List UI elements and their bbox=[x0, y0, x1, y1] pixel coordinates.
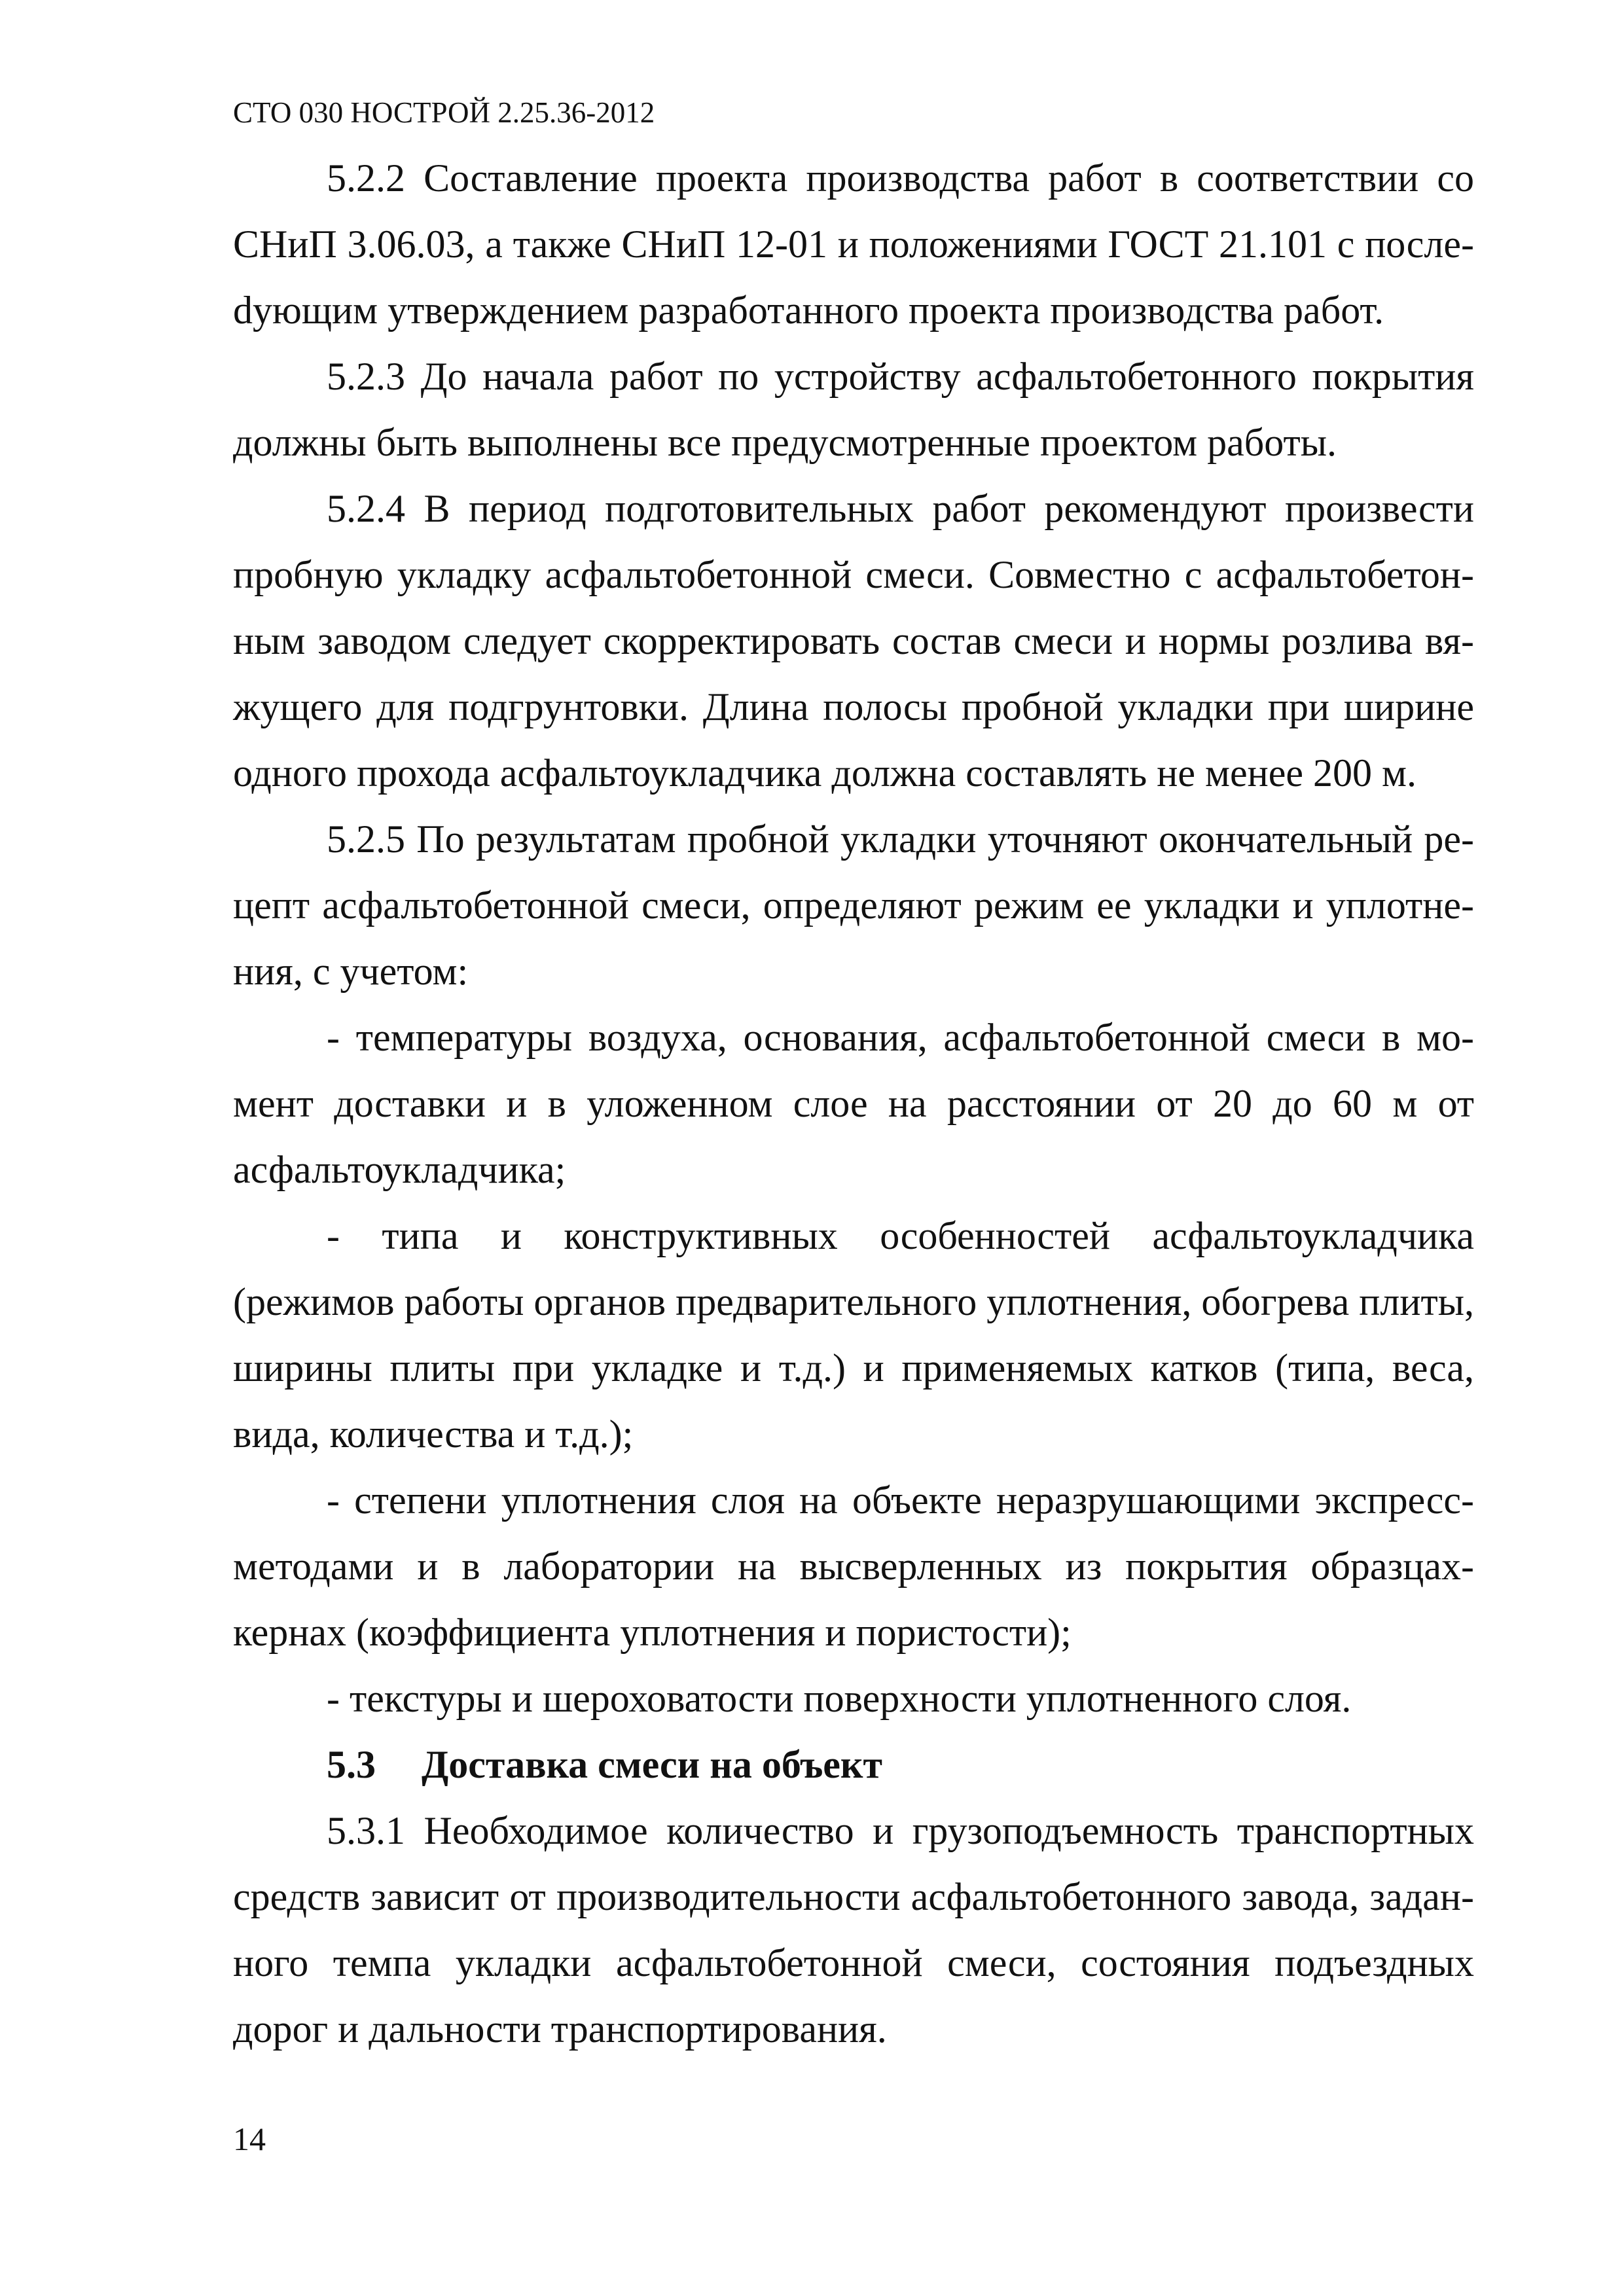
list-item-air-temperature: - температуры воздуха, основания, асфальтобетонной смеси в момент доставки и в уложенном слое на расстоянии от 20 до 60 м от асфальтоукладчика; bbox=[233, 1016, 1474, 1191]
page-header-standard-code: СТО 030 НОСТРОЙ 2.25.36-2012 bbox=[233, 96, 655, 129]
paragraph-5-2-2: 5.2.2 Составление проекта производства работ в соответствии со СНиП 3.06.03, а также СНиП 12-01 и положениями ГОСТ 21.101 с послеdующим утверждением разработанного проекта производства работ. bbox=[233, 156, 1474, 332]
section-number: 5.3 bbox=[327, 1743, 376, 1786]
document-body bbox=[233, 145, 1474, 2062]
list-item-compaction-degree: - степени уплотнения слоя на объекте неразрушающими экспресс-методами и в лаборатории на высверленных из покрытия образцах-кернах (коэффициента уплотнения и пористости); bbox=[233, 1479, 1474, 1654]
section-title: Доставка смеси на объект bbox=[422, 1743, 882, 1786]
paragraph-5-2-4: 5.2.4 В период подготовительных работ рекомендуют произвести пробную укладку асфальтобетонной смеси. Совместно с асфальтобетонным заводом следует скорректировать состав смеси и нормы розлива вяжущего для подгрунтовки. Длина полосы пробной укладки при ширине одного прохода асфальтоукладчика должна составлять не менее 200 м. bbox=[233, 487, 1474, 795]
page-number: 14 bbox=[233, 2121, 266, 2157]
paragraph-5-3-1: 5.3.1 Необходимое количество и грузоподъемность транспортных средств зависит от производительности асфальтобетонного завода, заданного темпа укладки асфальтобетонной смеси, состояния подъездных дорог и дальности транспортирования. bbox=[233, 1809, 1474, 2051]
paragraph-5-2-3: 5.2.3 До начала работ по устройству асфальтобетонного покрытия должны быть выполнены все предусмотренные проектом работы. bbox=[233, 355, 1474, 464]
section-heading-5-3 bbox=[233, 1732, 1474, 1798]
paragraph-5-2-5: 5.2.5 По результатам пробной укладки уточняют окончательный рецепт асфальтобетонной смеси, определяют режим ее укладки и уплотнения, с учетом: bbox=[233, 817, 1474, 993]
list-item-surface-texture: - текстуры и шероховатости поверхности уплотненного слоя. bbox=[327, 1677, 1352, 1720]
list-item-paver-type: - типа и конструктивных особенностей асфальтоукладчика (режимов работы органов предварительного уплотнения, обогрева плиты, ширины плиты при укладке и т.д.) и применяемых катков (типа, веса, вида, количества и т.д.); bbox=[233, 1214, 1474, 1456]
